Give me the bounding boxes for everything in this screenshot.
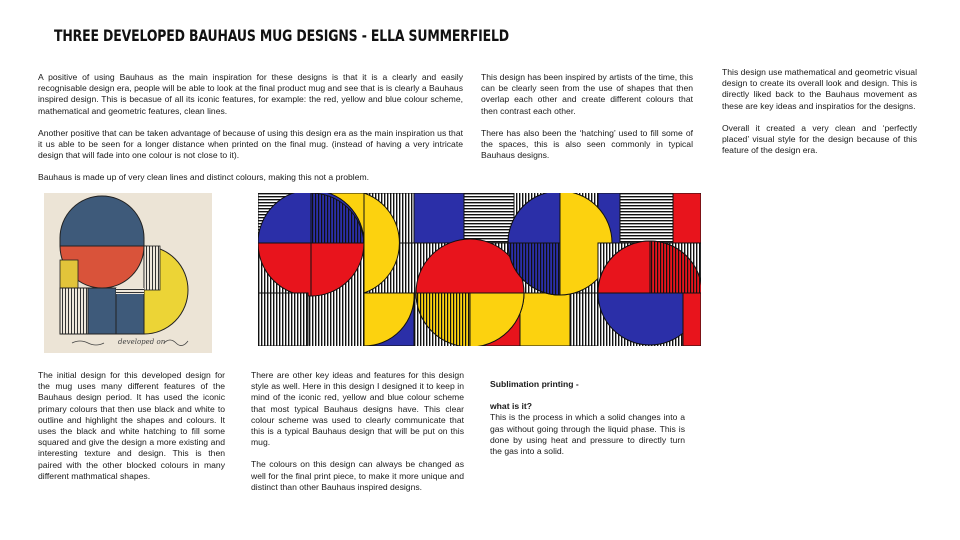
geometric-paragraph-2: Overall it created a very clean and ‘perfectly placed’ visual style for the design because of this feature of the design era. — [722, 122, 917, 156]
intro-paragraph-2: Another positive that can be taken advantage of because of using this design era as the main inspiration us that it us able to be seen for a longer distance when printed on the final mug. (instead of having a very intricate design that will fade into one colour is not close to it). — [38, 127, 463, 161]
initial-design-description: The initial design for this developed design for the mug uses many different features of the Bauhaus design period. It has used the iconic primary colours that then use black and white to outline and highlight the shapes and colours. It uses the black and white hatching to fill some squared and give the design a more existing and interesting texture and design. This is then paired with the other blocked colours in many different mathmatical shapes. — [38, 370, 225, 481]
intro-paragraph-3: Bauhaus is made up of very clean lines and distinct colours, making this not a problem. — [38, 172, 370, 183]
colour-paragraph-2: The colours on this design can always be changed as well for the final print piece, to make it more unique and distinct than other Bauhaus inspired designs. — [251, 459, 464, 492]
geometric-paragraph-1: This design use mathematical and geometric visual design to create its overall look and design. This is directly liked back to the Bauhaus movement as these are key ideas and inspiratios for the designs. — [722, 67, 917, 111]
pattern-paragraph-1: This design has been inspired by artists of the time, this can be clearly seen from the use of shapes that then overlap each other and create different colours that then contrast each other. — [481, 72, 693, 116]
intro-paragraph-1: A positive of using Bauhaus as the main inspiration for these designs is that it is a clearly and easily recognisable design era, people will be able to look at the final product mug and see that is is clearly a Bauhaus inspired design. This is becasue of all its iconic features, for example: the red, yellow and blue colour scheme, mathematical and geometric features, clean lines. — [38, 72, 463, 116]
colour-scheme-description — [251, 370, 464, 493]
pattern-paragraph-2: There has also been the ‘hatching’ used to fill some of the spaces, this is also seen commonly in typical Bauhaus designs. — [481, 127, 693, 161]
sublimation-section — [490, 379, 685, 457]
page-title: THREE DEVELOPED BAUHAUS MUG DESIGNS - ELLA SUMMERFIELD — [54, 26, 509, 45]
geometric-description — [722, 67, 917, 156]
intro-text — [38, 72, 463, 184]
sublimation-question: what is it? — [490, 401, 533, 412]
sketch-caption: developed on — [118, 338, 166, 346]
initial-design-sketch — [44, 193, 212, 353]
pattern-description — [481, 72, 693, 161]
bauhaus-pattern-strip — [258, 193, 701, 346]
colour-paragraph-1: There are other key ideas and features for this design style as well. Here in this design I designed it to keep in mind of the iconic red, yellow and blue colour scheme that most typical Bauhaus designs have. This clear colour scheme was used to clearly communicate that this is a typical Bauhaus design that will be put on this mug. — [251, 370, 464, 448]
sublimation-answer: This is the process in which a solid changes into a gas without going through the liquid phase. This is done by using heat and pressure to directly turn the gas into a solid. — [490, 412, 685, 457]
sublimation-heading: Sublimation printing - — [490, 379, 579, 389]
